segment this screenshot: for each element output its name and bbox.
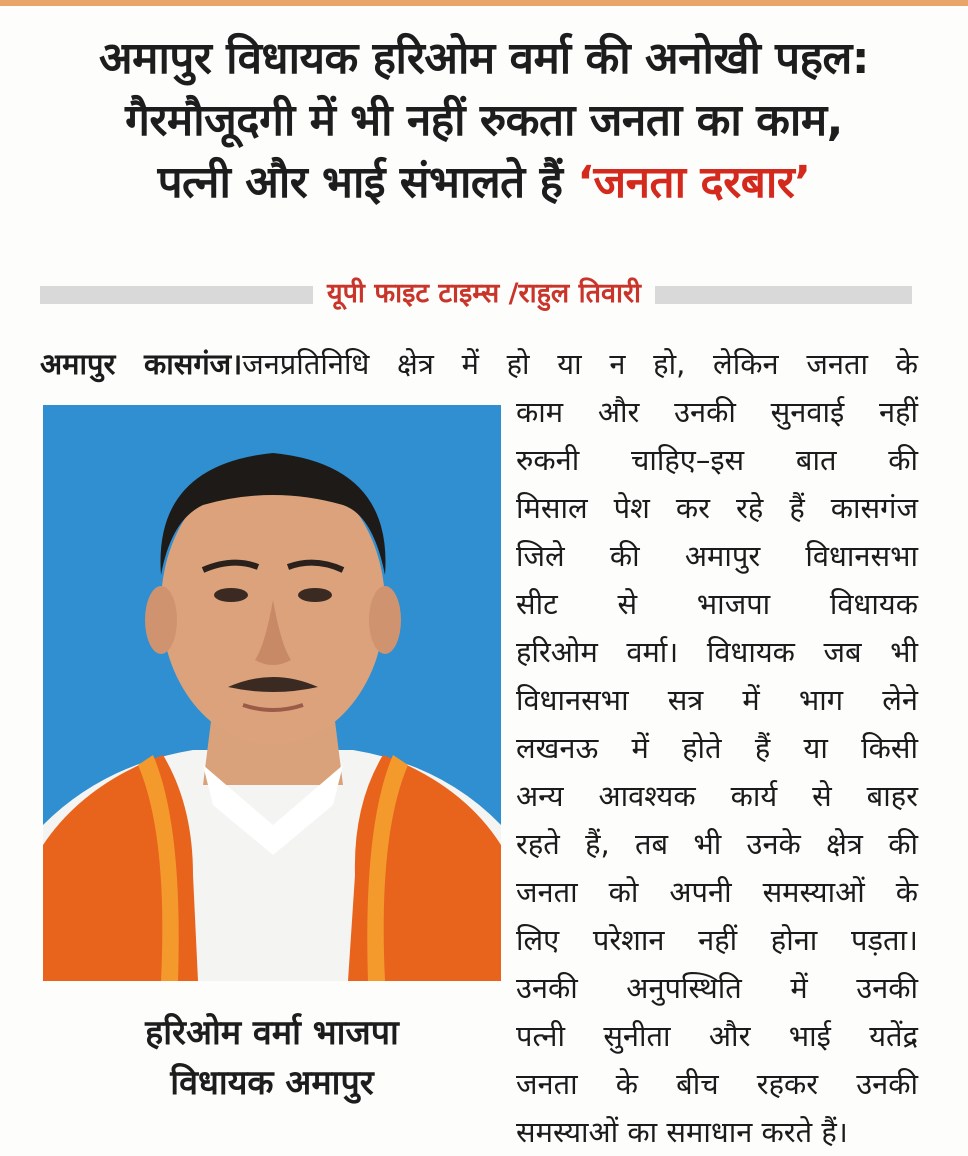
headline: [20, 28, 948, 214]
mla-portrait-photo: [43, 405, 501, 981]
headline-line-2: गैरमौजूदगी में भी नहीं रुकता जनता का काम,: [125, 95, 843, 146]
article-dateline: अमापुर कासगंज।: [40, 347, 243, 381]
article-line: सीट से भाजपा विधायक: [516, 587, 918, 621]
headline-line-3-text: पत्नी और भाई संभालते हैं: [157, 157, 578, 208]
article-line: अन्य आवश्यक कार्य से बाहर: [516, 779, 918, 813]
article-lead-text: जनप्रतिनिधि क्षेत्र में हो या न हो, लेकिन जनता के: [242, 347, 918, 381]
article-line: हरिओम वर्मा। विधायक जब भी: [516, 635, 918, 669]
article-line: समस्याओं का समाधान करते हैं।: [516, 1115, 848, 1149]
article-line: जनता के बीच रहकर उनकी: [516, 1067, 918, 1101]
article-line: रहते हैं, तब भी उनके क्षेत्र की: [516, 827, 918, 861]
byline: [0, 268, 968, 320]
article-lead: [40, 340, 918, 388]
headline-highlight: ‘जनता दरबार’: [577, 157, 811, 208]
article-line: विधानसभा सत्र में भाग लेने: [516, 683, 918, 717]
article-line: रुकनी चाहिए–इस बात की: [516, 443, 918, 477]
byline-text: यूपी फाइट टाइम्स /राहुल तिवारी: [313, 268, 655, 320]
article-line: लखनऊ में होते हैं या किसी: [516, 731, 918, 765]
article-body-column: [516, 388, 918, 1156]
photo-caption-line-2: विधायक अमापुर: [170, 1063, 374, 1103]
article-line: लिए परेशान नहीं होना पड़ता।: [516, 923, 918, 957]
article-line: जिले की अमापुर विधानसभा: [516, 539, 918, 573]
photo-caption-line-1: हरिओम वर्मा भाजपा: [145, 1013, 399, 1053]
top-rule: [0, 0, 968, 6]
portrait-illustration: [43, 405, 501, 981]
headline-line-1: अमापुर विधायक हरिओम वर्मा की अनोखी पहल:: [99, 33, 869, 84]
headline-line-3: [20, 152, 948, 214]
article-line: उनकी अनुपस्थिति में उनकी: [516, 971, 918, 1005]
photo-caption: [43, 1008, 501, 1108]
article-line: जनता को अपनी समस्याओं के: [516, 875, 918, 909]
article-line: काम और उनकी सुनवाई नहीं: [516, 395, 918, 429]
article-line: पत्नी सुनीता और भाई यतेंद्र: [516, 1019, 918, 1053]
article-line: मिसाल पेश कर रहे हैं कासगंज: [516, 491, 918, 525]
